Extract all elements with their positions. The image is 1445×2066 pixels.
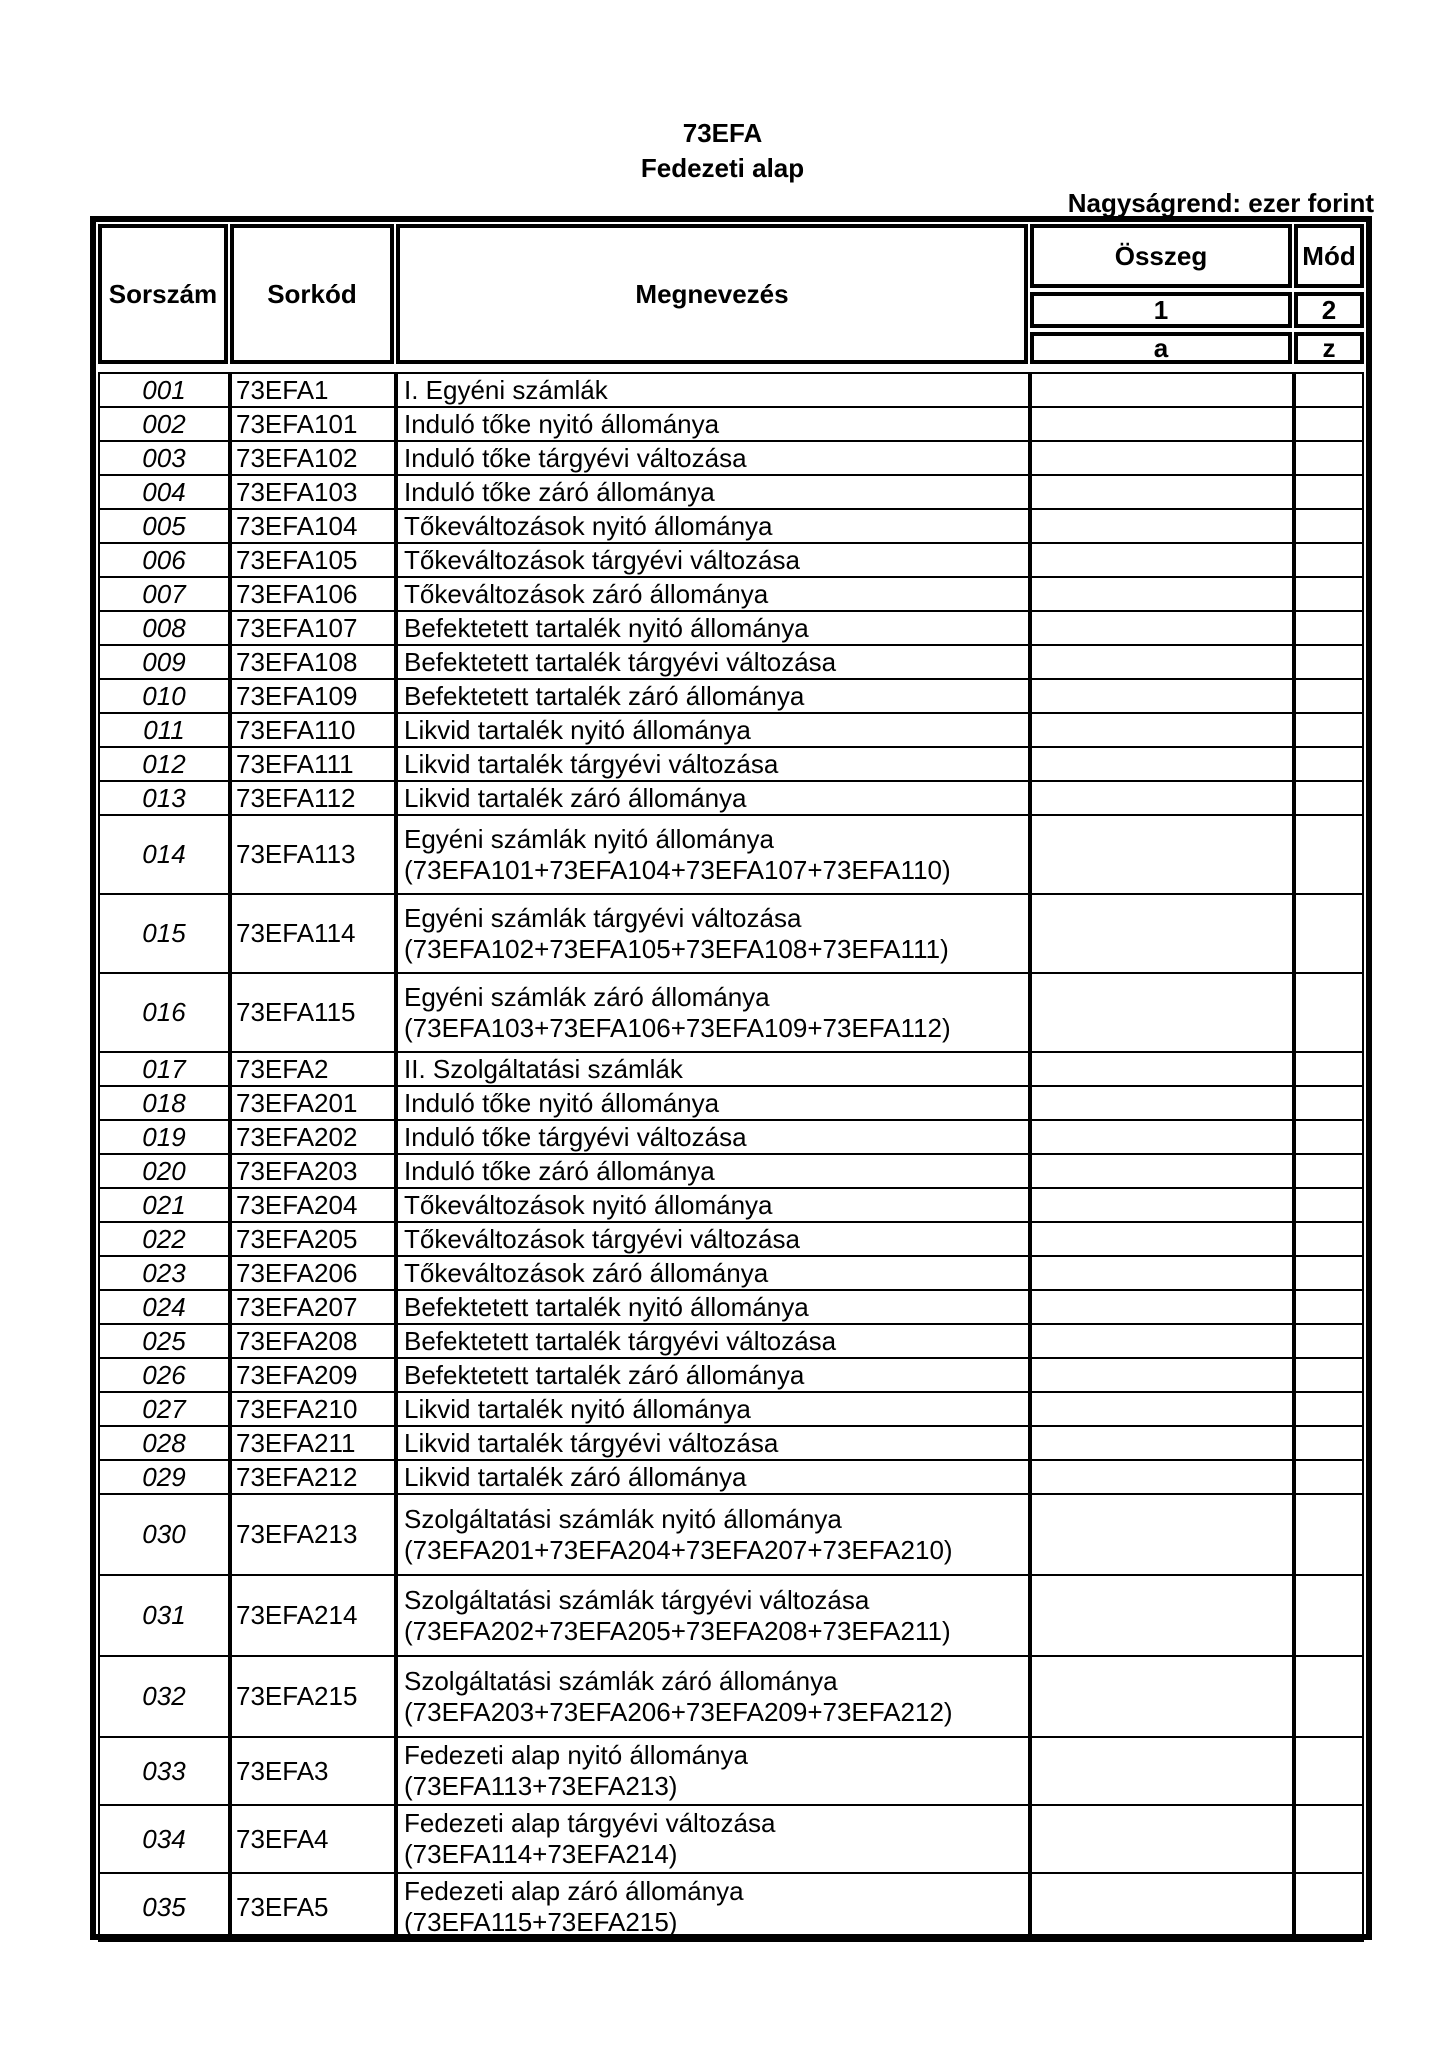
mode-field[interactable] <box>1294 1221 1364 1257</box>
row-code: 73EFA106 <box>230 576 396 612</box>
amount-field[interactable] <box>1030 746 1294 782</box>
row-number: 011 <box>98 712 230 748</box>
row-name <box>396 972 1030 1053</box>
row-code: 73EFA110 <box>230 712 396 748</box>
row-name <box>396 508 1030 544</box>
row-number: 008 <box>98 610 230 646</box>
row-number: 027 <box>98 1391 230 1427</box>
row-name <box>396 1872 1030 1942</box>
row-name <box>396 440 1030 476</box>
row-name <box>396 1493 1030 1576</box>
row-number: 009 <box>98 644 230 680</box>
row-code: 73EFA3 <box>230 1736 396 1806</box>
amount-field[interactable] <box>1030 1493 1294 1576</box>
row-name <box>396 644 1030 680</box>
row-number: 003 <box>98 440 230 476</box>
mode-field[interactable] <box>1294 1255 1364 1291</box>
row-number: 013 <box>98 780 230 816</box>
mode-field[interactable] <box>1294 406 1364 442</box>
amount-field[interactable] <box>1030 814 1294 895</box>
row-number: 016 <box>98 972 230 1053</box>
row-number: 015 <box>98 893 230 974</box>
row-code: 73EFA208 <box>230 1323 396 1359</box>
mode-field[interactable] <box>1294 1804 1364 1874</box>
row-code: 73EFA107 <box>230 610 396 646</box>
row-name-line: Befektetett tartalék záró állománya <box>404 680 805 711</box>
row-code: 73EFA114 <box>230 893 396 974</box>
row-name-line: (73EFA102+73EFA105+73EFA108+73EFA111) <box>404 933 949 964</box>
row-code: 73EFA210 <box>230 1391 396 1427</box>
amount-field[interactable] <box>1030 1323 1294 1359</box>
header-mod: Mód <box>1294 224 1364 288</box>
amount-field[interactable] <box>1030 1085 1294 1121</box>
row-code: 73EFA207 <box>230 1289 396 1325</box>
mode-field[interactable] <box>1294 1655 1364 1738</box>
mode-field[interactable] <box>1294 1493 1364 1576</box>
row-name-line: (73EFA113+73EFA213) <box>404 1771 678 1801</box>
row-name-line: Likvid tartalék záró állománya <box>404 782 747 813</box>
row-name <box>396 814 1030 895</box>
row-name-line: Fedezeti alap tárgyévi változása <box>404 1808 776 1838</box>
row-code: 73EFA205 <box>230 1221 396 1257</box>
header-osszeg-type: a <box>1030 332 1292 364</box>
amount-field[interactable] <box>1030 372 1294 408</box>
row-number: 005 <box>98 508 230 544</box>
row-code: 73EFA113 <box>230 814 396 895</box>
mode-field[interactable] <box>1294 644 1364 680</box>
row-name-line: Egyéni számlák nyitó állománya <box>404 823 774 854</box>
amount-field[interactable] <box>1030 1459 1294 1495</box>
row-name-line: Szolgáltatási számlák záró állománya <box>404 1665 838 1696</box>
mode-field[interactable] <box>1294 678 1364 714</box>
row-number: 002 <box>98 406 230 442</box>
row-code: 73EFA112 <box>230 780 396 816</box>
mode-field[interactable] <box>1294 1425 1364 1461</box>
row-code: 73EFA4 <box>230 1804 396 1874</box>
mode-field[interactable] <box>1294 1736 1364 1806</box>
row-code: 73EFA103 <box>230 474 396 510</box>
row-number: 012 <box>98 746 230 782</box>
row-name-line: (73EFA115+73EFA215) <box>404 1907 678 1937</box>
row-code: 73EFA105 <box>230 542 396 578</box>
row-code: 73EFA201 <box>230 1085 396 1121</box>
row-number: 028 <box>98 1425 230 1461</box>
row-code: 73EFA108 <box>230 644 396 680</box>
mode-field[interactable] <box>1294 1459 1364 1495</box>
amount-field[interactable] <box>1030 893 1294 974</box>
row-name-line: Egyéni számlák tárgyévi változása <box>404 902 802 933</box>
row-number: 032 <box>98 1655 230 1738</box>
row-name <box>396 780 1030 816</box>
amount-field[interactable] <box>1030 576 1294 612</box>
row-number: 029 <box>98 1459 230 1495</box>
row-number: 021 <box>98 1187 230 1223</box>
row-name <box>396 1255 1030 1291</box>
amount-field[interactable] <box>1030 1051 1294 1087</box>
row-name-line: Szolgáltatási számlák tárgyévi változása <box>404 1584 870 1615</box>
amount-field[interactable] <box>1030 1289 1294 1325</box>
row-name-line: Likvid tartalék nyitó állománya <box>404 1393 751 1424</box>
amount-field[interactable] <box>1030 508 1294 544</box>
mode-field[interactable] <box>1294 542 1364 578</box>
amount-field[interactable] <box>1030 1391 1294 1427</box>
row-name <box>396 1221 1030 1257</box>
row-number: 026 <box>98 1357 230 1393</box>
row-number: 001 <box>98 372 230 408</box>
row-code: 73EFA211 <box>230 1425 396 1461</box>
row-number: 035 <box>98 1872 230 1942</box>
row-name <box>396 1357 1030 1393</box>
header-mod-type: z <box>1294 332 1364 364</box>
row-code: 73EFA111 <box>230 746 396 782</box>
row-name <box>396 1187 1030 1223</box>
row-number: 033 <box>98 1736 230 1806</box>
mode-field[interactable] <box>1294 1323 1364 1359</box>
row-number: 017 <box>98 1051 230 1087</box>
row-number: 025 <box>98 1323 230 1359</box>
row-name-line: Egyéni számlák záró állománya <box>404 981 770 1012</box>
row-name-line: Induló tőke nyitó állománya <box>404 1087 720 1118</box>
row-name-line: Tőkeváltozások nyitó állománya <box>404 510 773 541</box>
row-code: 73EFA206 <box>230 1255 396 1291</box>
amount-field[interactable] <box>1030 610 1294 646</box>
row-name <box>396 610 1030 646</box>
row-code: 73EFA115 <box>230 972 396 1053</box>
row-code: 73EFA212 <box>230 1459 396 1495</box>
row-name-line: Szolgáltatási számlák nyitó állománya <box>404 1503 842 1534</box>
amount-field[interactable] <box>1030 1736 1294 1806</box>
row-name-line: Fedezeti alap záró állománya <box>404 1876 744 1906</box>
amount-field[interactable] <box>1030 1425 1294 1461</box>
row-code: 73EFA101 <box>230 406 396 442</box>
mode-field[interactable] <box>1294 746 1364 782</box>
row-name-line: II. Szolgáltatási számlák <box>404 1053 683 1084</box>
row-name <box>396 1085 1030 1121</box>
row-name-line: Induló tőke nyitó állománya <box>404 408 720 439</box>
row-code: 73EFA203 <box>230 1153 396 1189</box>
mode-field[interactable] <box>1294 814 1364 895</box>
row-number: 030 <box>98 1493 230 1576</box>
mode-field[interactable] <box>1294 780 1364 816</box>
mode-field[interactable] <box>1294 1085 1364 1121</box>
row-name-line: Likvid tartalék nyitó állománya <box>404 714 751 745</box>
row-number: 007 <box>98 576 230 612</box>
row-name-line: Fedezeti alap nyitó állománya <box>404 1740 748 1770</box>
mode-field[interactable] <box>1294 1872 1364 1942</box>
row-name-line: Likvid tartalék záró állománya <box>404 1461 747 1492</box>
row-name-line: Befektetett tartalék nyitó állománya <box>404 612 809 643</box>
row-name <box>396 746 1030 782</box>
row-name <box>396 474 1030 510</box>
mode-field[interactable] <box>1294 1119 1364 1155</box>
mode-field[interactable] <box>1294 1153 1364 1189</box>
amount-field[interactable] <box>1030 972 1294 1053</box>
amount-field[interactable] <box>1030 440 1294 476</box>
row-name <box>396 893 1030 974</box>
row-code: 73EFA5 <box>230 1872 396 1942</box>
row-code: 73EFA214 <box>230 1574 396 1657</box>
row-name <box>396 1051 1030 1087</box>
row-name-line: Tőkeváltozások tárgyévi változása <box>404 544 800 575</box>
amount-field[interactable] <box>1030 644 1294 680</box>
row-name <box>396 1425 1030 1461</box>
mode-field[interactable] <box>1294 1574 1364 1657</box>
amount-field[interactable] <box>1030 1119 1294 1155</box>
mode-field[interactable] <box>1294 372 1364 408</box>
row-name-line: Tőkeváltozások záró állománya <box>404 578 769 609</box>
row-name-line: Tőkeváltozások záró állománya <box>404 1257 769 1288</box>
row-number: 019 <box>98 1119 230 1155</box>
row-code: 73EFA2 <box>230 1051 396 1087</box>
row-name-line: (73EFA203+73EFA206+73EFA209+73EFA212) <box>404 1696 953 1727</box>
row-name-line: Befektetett tartalék tárgyévi változása <box>404 646 837 677</box>
row-name <box>396 372 1030 408</box>
mode-field[interactable] <box>1294 474 1364 510</box>
mode-field[interactable] <box>1294 440 1364 476</box>
amount-field[interactable] <box>1030 1255 1294 1291</box>
mode-field[interactable] <box>1294 576 1364 612</box>
mode-field[interactable] <box>1294 508 1364 544</box>
mode-field[interactable] <box>1294 1187 1364 1223</box>
header-mod-number: 2 <box>1294 292 1364 328</box>
row-name <box>396 1323 1030 1359</box>
row-number: 024 <box>98 1289 230 1325</box>
unit-label: Nagyságrend: ezer forint <box>1067 188 1374 218</box>
amount-field[interactable] <box>1030 678 1294 714</box>
row-name-line: Induló tőke záró állománya <box>404 1155 715 1186</box>
mode-field[interactable] <box>1294 1391 1364 1427</box>
mode-field[interactable] <box>1294 893 1364 974</box>
mode-field[interactable] <box>1294 972 1364 1053</box>
mode-field[interactable] <box>1294 1289 1364 1325</box>
mode-field[interactable] <box>1294 1357 1364 1393</box>
mode-field[interactable] <box>1294 610 1364 646</box>
header-osszeg: Összeg <box>1030 224 1292 288</box>
row-name-line: I. Egyéni számlák <box>404 374 608 405</box>
row-name <box>396 542 1030 578</box>
row-name-line: Likvid tartalék tárgyévi változása <box>404 748 779 779</box>
row-name <box>396 712 1030 748</box>
row-name-line: (73EFA103+73EFA106+73EFA109+73EFA112) <box>404 1012 951 1043</box>
header-sorszam: Sorszám <box>98 224 228 364</box>
row-code: 73EFA1 <box>230 372 396 408</box>
row-number: 014 <box>98 814 230 895</box>
row-name-line: (73EFA101+73EFA104+73EFA107+73EFA110) <box>404 854 951 885</box>
row-name-line: Tőkeváltozások tárgyévi változása <box>404 1223 800 1254</box>
row-number: 010 <box>98 678 230 714</box>
row-name <box>396 1655 1030 1738</box>
row-name-line: Induló tőke záró állománya <box>404 476 715 507</box>
row-name <box>396 1119 1030 1155</box>
amount-field[interactable] <box>1030 1655 1294 1738</box>
row-code: 73EFA104 <box>230 508 396 544</box>
amount-field[interactable] <box>1030 542 1294 578</box>
row-code: 73EFA102 <box>230 440 396 476</box>
row-name <box>396 406 1030 442</box>
row-number: 020 <box>98 1153 230 1189</box>
row-name-line: Tőkeváltozások nyitó állománya <box>404 1189 773 1220</box>
row-code: 73EFA204 <box>230 1187 396 1223</box>
row-name-line: (73EFA114+73EFA214) <box>404 1839 678 1869</box>
page-title: Fedezeti alap <box>640 153 805 183</box>
amount-field[interactable] <box>1030 1872 1294 1942</box>
row-name <box>396 1391 1030 1427</box>
row-name <box>396 1459 1030 1495</box>
row-name <box>396 1153 1030 1189</box>
row-name <box>396 678 1030 714</box>
row-name-line: Befektetett tartalék nyitó állománya <box>404 1291 809 1322</box>
row-name-line: Befektetett tartalék tárgyévi változása <box>404 1325 837 1356</box>
row-name-line: Befektetett tartalék záró állománya <box>404 1359 805 1390</box>
amount-field[interactable] <box>1030 406 1294 442</box>
row-number: 018 <box>98 1085 230 1121</box>
row-number: 022 <box>98 1221 230 1257</box>
amount-field[interactable] <box>1030 474 1294 510</box>
amount-field[interactable] <box>1030 1357 1294 1393</box>
amount-field[interactable] <box>1030 1187 1294 1223</box>
row-number: 004 <box>98 474 230 510</box>
row-name <box>396 1736 1030 1806</box>
row-code: 73EFA213 <box>230 1493 396 1576</box>
amount-field[interactable] <box>1030 780 1294 816</box>
row-code: 73EFA209 <box>230 1357 396 1393</box>
row-name-line: (73EFA201+73EFA204+73EFA207+73EFA210) <box>404 1534 953 1565</box>
row-name-line: Likvid tartalék tárgyévi változása <box>404 1427 779 1458</box>
row-name <box>396 1289 1030 1325</box>
header-sorkod: Sorkód <box>230 224 394 364</box>
row-name-line: Induló tőke tárgyévi változása <box>404 1121 747 1152</box>
amount-field[interactable] <box>1030 712 1294 748</box>
amount-field[interactable] <box>1030 1153 1294 1189</box>
row-name-line: (73EFA202+73EFA205+73EFA208+73EFA211) <box>404 1615 951 1646</box>
row-name-line: Induló tőke tárgyévi változása <box>404 442 747 473</box>
mode-field[interactable] <box>1294 712 1364 748</box>
row-code: 73EFA202 <box>230 1119 396 1155</box>
header-megnevezes: Megnevezés <box>396 224 1028 364</box>
row-number: 034 <box>98 1804 230 1874</box>
amount-field[interactable] <box>1030 1221 1294 1257</box>
row-name <box>396 1804 1030 1874</box>
amount-field[interactable] <box>1030 1804 1294 1874</box>
row-number: 006 <box>98 542 230 578</box>
mode-field[interactable] <box>1294 1051 1364 1087</box>
row-name <box>396 1574 1030 1657</box>
amount-field[interactable] <box>1030 1574 1294 1657</box>
row-name <box>396 576 1030 612</box>
row-code: 73EFA109 <box>230 678 396 714</box>
row-code: 73EFA215 <box>230 1655 396 1738</box>
row-number: 023 <box>98 1255 230 1291</box>
form-code: 73EFA <box>682 118 763 148</box>
header-osszeg-number: 1 <box>1030 292 1292 328</box>
row-number: 031 <box>98 1574 230 1657</box>
